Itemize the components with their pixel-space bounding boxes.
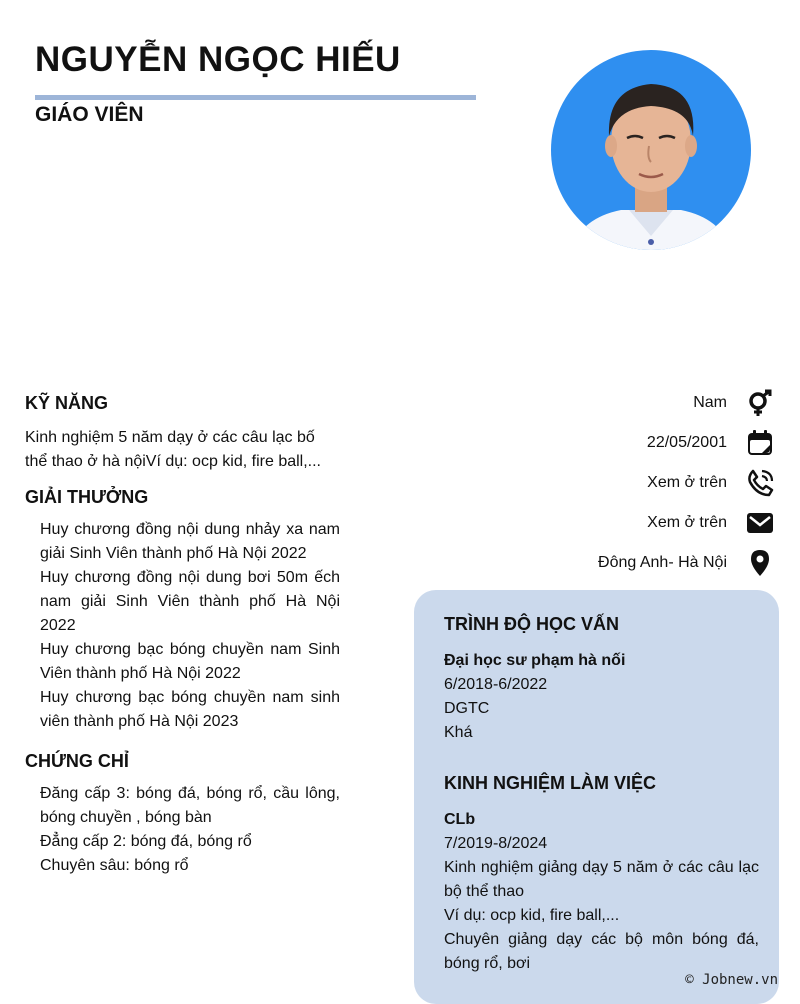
list-item: Huy chương bạc bóng chuyền nam sinh viên thành phố Hà Nội 2023	[40, 689, 340, 730]
contact-value: Nam	[693, 394, 727, 411]
awards-list	[25, 518, 340, 734]
contact-gender	[598, 383, 775, 423]
contact-phone	[598, 463, 775, 503]
info-panel	[414, 590, 779, 1004]
candidate-name: NGUYỄN NGỌC HIẾU	[35, 40, 401, 79]
contact-birthday	[598, 423, 775, 463]
experience-line: Ví dụ: ocp kid, fire ball,...	[444, 907, 620, 924]
list-item: Đăng cấp 3: bóng đá, bóng rổ, cầu lông, bóng chuyền , bóng bàn	[40, 785, 340, 826]
contact-value: Xem ở trên	[647, 474, 727, 491]
experience-org: CLb	[444, 811, 476, 828]
education-major: DGTC	[444, 700, 490, 717]
name-divider	[35, 95, 476, 100]
certificates-title: CHỨNG CHỈ	[25, 751, 129, 771]
list-item: Huy chương bạc bóng chuyền nam Sinh Viên thành phố Hà Nội 2022	[40, 641, 340, 682]
gender-icon	[745, 388, 775, 418]
list-item: Huy chương đồng nội dung nhảy xa nam giải Sinh Viên thành phố Hà Nội 2022	[40, 521, 340, 562]
contact-value: Xem ở trên	[647, 514, 727, 531]
experience-line: Chuyên giảng dạy các bộ môn bóng đá, bóng rổ, bơi	[444, 931, 759, 972]
contact-email	[598, 503, 775, 543]
skills-title: KỸ NĂNG	[25, 393, 109, 413]
list-item: Đẳng cấp 2: bóng đá, bóng rổ	[40, 833, 252, 850]
education-title: TRÌNH ĐỘ HỌC VẤN	[444, 614, 619, 634]
location-icon	[745, 548, 775, 578]
education-grade: Khá	[444, 724, 473, 741]
experience-title: KINH NGHIỆM LÀM VIỆC	[444, 773, 657, 793]
contact-value: Đông Anh- Hà Nội	[598, 554, 727, 571]
watermark: © Jobnew.vn	[685, 972, 778, 988]
list-item: Chuyên sâu: bóng rổ	[40, 857, 189, 874]
phone-icon	[745, 468, 775, 498]
left-column	[25, 393, 340, 878]
experience-period: 7/2019-8/2024	[444, 835, 548, 852]
certificates-list	[25, 782, 340, 878]
awards-title: GIẢI THƯỞNG	[25, 487, 149, 507]
mail-icon	[745, 508, 775, 538]
skills-text: Kinh nghiệm 5 năm dạy ở các câu lạc bố thể thao ở hà nộiVí dụ: ocp kid, fire ball,...	[25, 429, 321, 470]
avatar	[551, 50, 751, 250]
contact-list	[598, 383, 775, 583]
education-period: 6/2018-6/2022	[444, 676, 548, 693]
candidate-role: GIÁO VIÊN	[35, 103, 144, 126]
contact-address	[598, 543, 775, 583]
experience-line: Kinh nghiệm giảng dạy 5 năm ở các câu lạc bộ thể thao	[444, 859, 759, 900]
education-school: Đại học sư phạm hà nối	[444, 652, 626, 669]
calendar-icon	[745, 428, 775, 458]
list-item: Huy chương đồng nội dung bơi 50m ếch nam giải Sinh Viên thành phố Hà Nội 2022	[40, 569, 340, 634]
contact-value: 22/05/2001	[646, 434, 727, 451]
